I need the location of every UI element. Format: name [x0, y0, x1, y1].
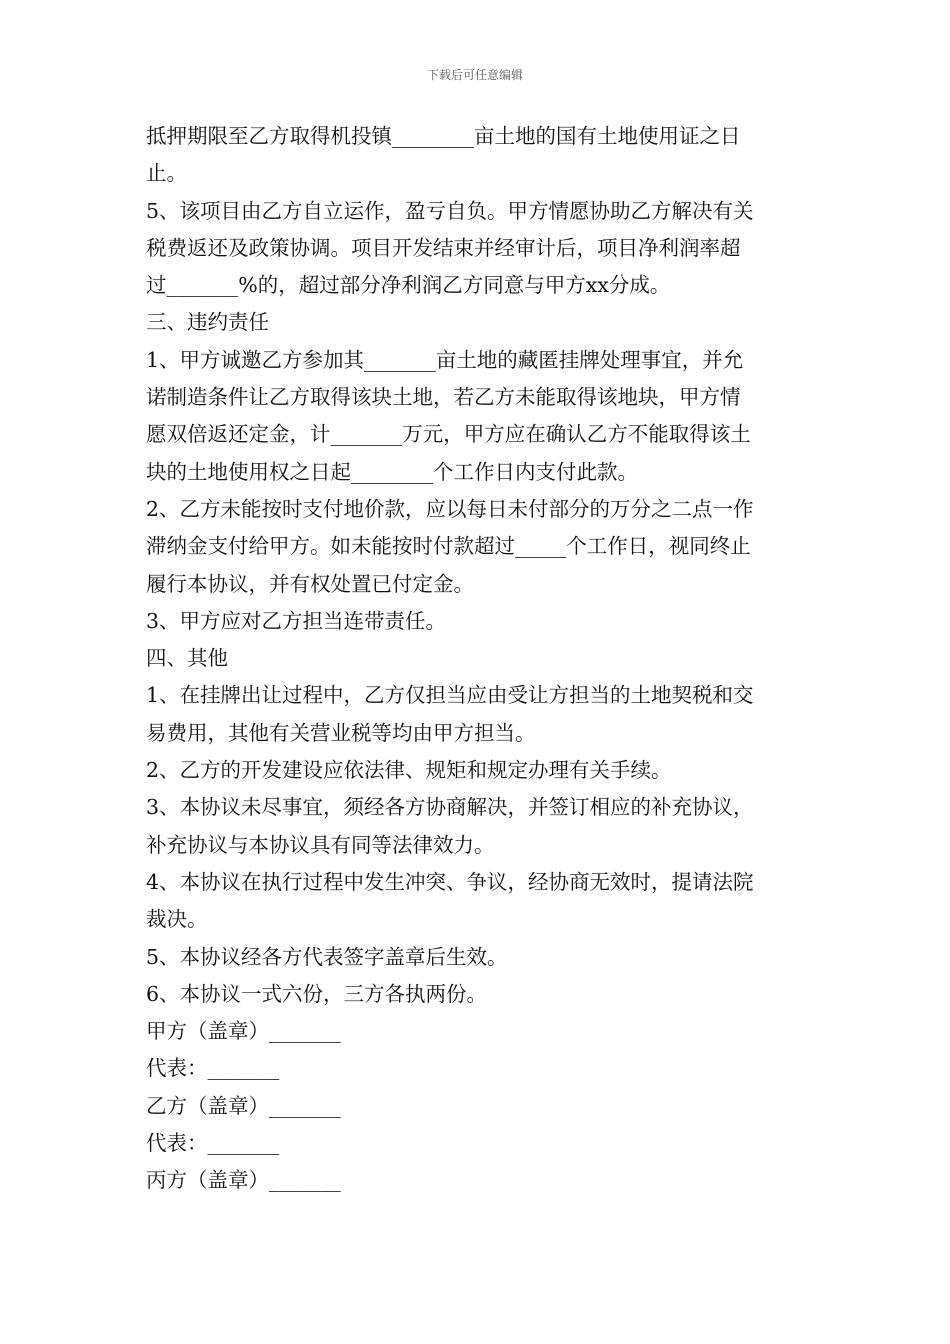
- clause-5: 5、该项目由乙方自立运作，盈亏自负。甲方情愿协助乙方解决有关: [146, 198, 754, 223]
- text-line: 愿双倍返还定金，计_______万元，甲方应在确认乙方不能取得该土: [146, 422, 751, 447]
- other-clause-2: 2、乙方的开发建设应依法律、规矩和规定办理有关手续。: [146, 758, 672, 783]
- signature-representative-a: 代表：_______: [146, 1056, 280, 1081]
- text-line: 诺制造条件让乙方取得该块土地，若乙方未能取得该地块，甲方情: [146, 385, 741, 410]
- signature-party-a: 甲方（盖章）_______: [146, 1019, 341, 1044]
- breach-clause-3: 3、甲方应对乙方担当连带责任。: [146, 608, 447, 633]
- other-clause-5: 5、本协议经各方代表签字盖章后生效。: [146, 944, 508, 969]
- text-line: 过_______%的，超过部分净利润乙方同意与甲方xx分成。: [146, 273, 671, 298]
- signature-party-c: 丙方（盖章）_______: [146, 1168, 341, 1193]
- other-clause-4: 4、本协议在执行过程中发生冲突、争议，经协商无效时，提请法院: [146, 869, 754, 894]
- text-line: 补充协议与本协议具有同等法律效力。: [146, 832, 495, 857]
- signature-representative-b: 代表：_______: [146, 1131, 280, 1156]
- text-line: 易费用，其他有关营业税等均由甲方担当。: [146, 720, 536, 745]
- section-heading-other: 四、其他: [146, 646, 228, 671]
- signature-party-b: 乙方（盖章）_______: [146, 1093, 341, 1118]
- text-line: 抵押期限至乙方取得机投镇________亩土地的国有土地使用证之日: [146, 124, 741, 148]
- text-line: 块的土地使用权之日起________个工作日内支付此款。: [146, 459, 638, 484]
- other-clause-1: 1、在挂牌出让过程中，乙方仅担当应由受让方担当的土地契税和交: [146, 683, 754, 708]
- text-line: 裁决。: [146, 907, 208, 932]
- document-body: [146, 118, 818, 1200]
- breach-clause-1: 1、甲方诚邀乙方参加其_______亩土地的藏匿挂牌处理事宜，并允: [146, 347, 744, 372]
- other-clause-3: 3、本协议未尽事宜，须经各方协商解决，并签订相应的补充协议，: [146, 795, 754, 820]
- page-header: 下载后可任意编辑: [426, 68, 523, 82]
- text-line: 止。: [146, 161, 187, 186]
- breach-clause-2: 2、乙方未能按时支付地价款，应以每日未付部分的万分之二点一作: [146, 496, 754, 521]
- section-heading-breach: 三、违约责任: [146, 310, 269, 335]
- other-clause-6: 6、本协议一式六份，三方各执两份。: [146, 981, 488, 1006]
- text-line: 滞纳金支付给甲方。如未能按时付款超过_____个工作日，视同终止: [146, 534, 751, 559]
- text-line: 税费返还及政策协调。项目开发结束并经审计后，项目净利润率超: [146, 235, 741, 260]
- text-line: 履行本协议，并有权处置已付定金。: [146, 571, 474, 596]
